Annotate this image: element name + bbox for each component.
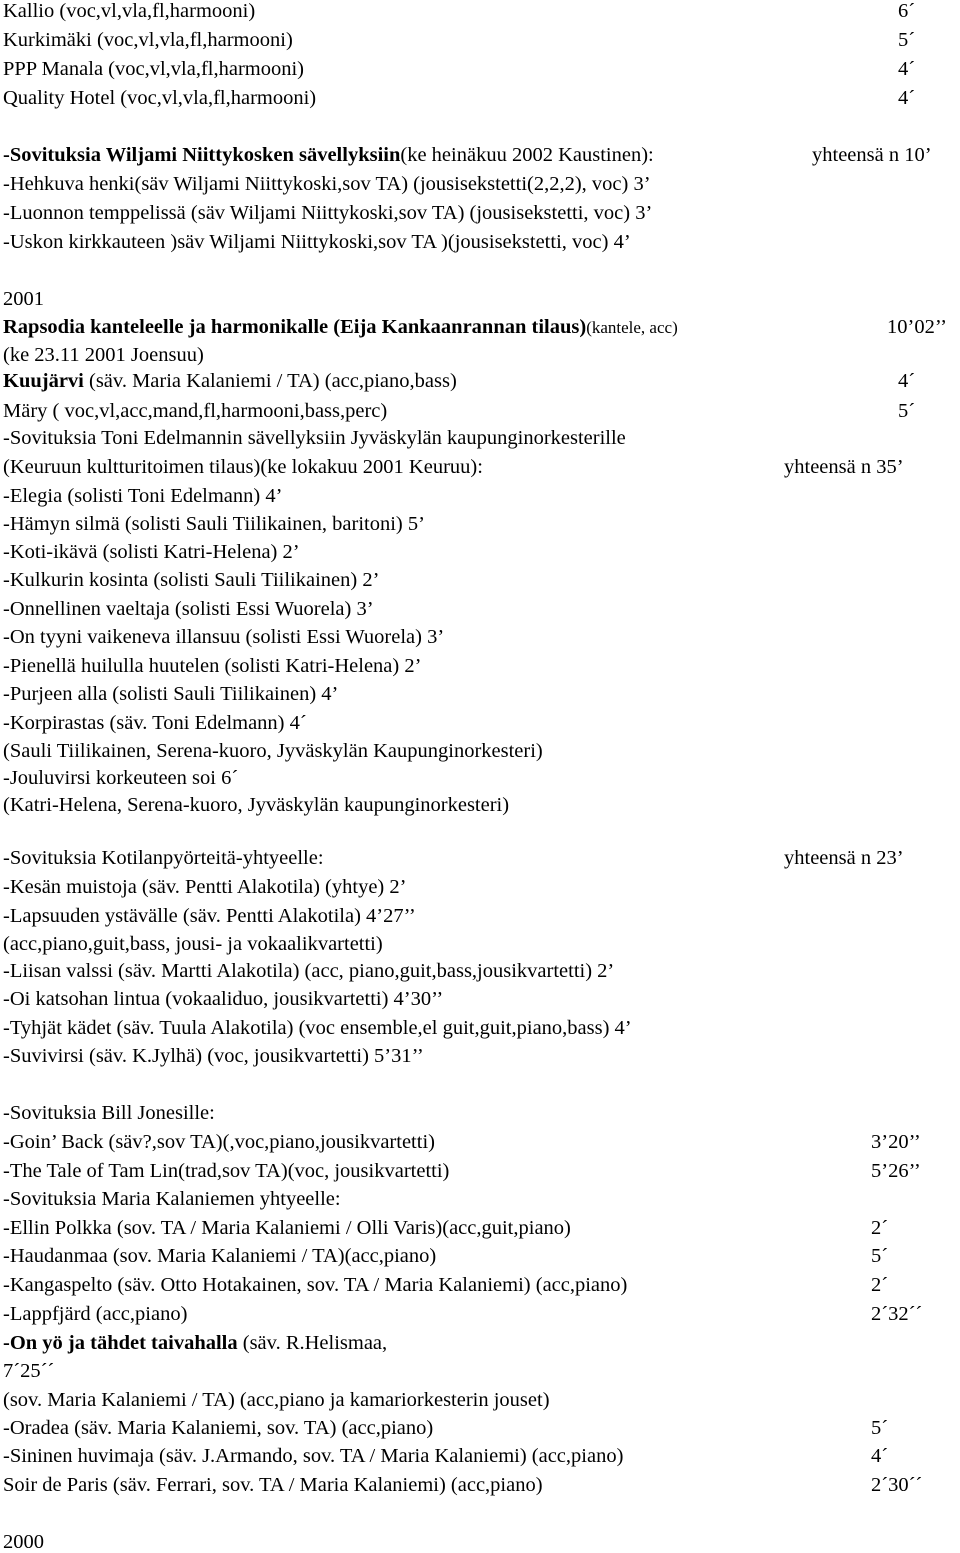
work-instruments: (kantele, acc): [586, 318, 678, 337]
work-line: Soir de Paris (säv. Ferrari, sov. TA / Maria Kalaniemi) (acc,piano): [3, 1474, 543, 1496]
work-duration: 4´: [898, 87, 916, 109]
work-title: Rapsodia kanteleelle ja harmonikalle (Eija Kankaanrannan tilaus): [3, 316, 587, 338]
work-line: -Lapsuuden ystävälle (säv. Pentti Alakotila) 4’27’’: [3, 905, 416, 927]
work-line: -Kesän muistoja (säv. Pentti Alakotila) (yhtye) 2’: [3, 876, 407, 898]
work-line: -Sininen huvimaja (säv. J.Armando, sov. TA / Maria Kalaniemi) (acc,piano): [3, 1445, 624, 1467]
work-duration: 7´25´´: [3, 1360, 55, 1382]
work-line: -Jouluvirsi korkeuteen soi 6´: [3, 767, 239, 789]
work-line: -Ellin Polkka (sov. TA / Maria Kalaniemi / Olli Varis)(acc,guit,piano): [3, 1217, 571, 1239]
section-heading-kotilan: -Sovituksia Kotilanpyörteitä-yhtyeelle:: [3, 847, 324, 869]
work-line: -Hämyn silmä (solisti Sauli Tiilikainen, baritoni) 5’: [3, 513, 425, 535]
work-line: Quality Hotel (voc,vl,vla,fl,harmooni): [3, 87, 317, 109]
performer-note: (acc,piano,guit,bass, jousi- ja vokaalikvartetti): [3, 933, 383, 955]
work-line: -Uskon kirkkauteen )säv Wiljami Niittykoski,sov TA )(jousisekstetti, voc) 4’: [3, 231, 631, 253]
work-duration: 2´32´´: [871, 1303, 923, 1325]
work-line: [3, 317, 678, 338]
work-duration: 5´: [898, 29, 916, 51]
heading-note: (ke heinäkuu 2002 Kaustinen):: [400, 144, 654, 166]
work-line: -Kangaspelto (säv. Otto Hotakainen, sov. TA / Maria Kalaniemi) (acc,piano): [3, 1274, 628, 1296]
heading-bold: -Sovituksia Wiljami Niittykosken sävellyksiin: [3, 144, 401, 166]
work-details: (säv. R.Helismaa,: [237, 1332, 388, 1354]
work-line: [3, 371, 457, 392]
section-heading-bill: -Sovituksia Bill Jonesille:: [3, 1102, 215, 1124]
work-line: Kurkimäki (voc,vl,vla,fl,harmooni): [3, 29, 293, 51]
work-line: -Koti-ikävä (solisti Katri-Helena) 2’: [3, 541, 300, 563]
work-details: (säv. Maria Kalaniemi / TA) (acc,piano,bass): [83, 370, 457, 392]
work-line: -Goin’ Back (säv?,sov TA)(,voc,piano,jousikvartetti): [3, 1131, 435, 1153]
work-duration: 5’26’’: [871, 1160, 921, 1182]
work-line: -Kulkurin kosinta (solisti Sauli Tiilikainen) 2’: [3, 569, 380, 591]
work-line: -Purjeen alla (solisti Sauli Tiilikainen) 4’: [3, 683, 339, 705]
work-duration: 4´: [871, 1445, 889, 1467]
performer-note: (Katri-Helena, Serena-kuoro, Jyväskylän kaupunginorkesteri): [3, 794, 510, 816]
section-subheading: (Keuruun kultturitoimen tilaus)(ke lokakuu 2001 Keuruu):: [3, 456, 483, 478]
work-line: -On tyyni vaikeneva illansuu (solisti Essi Wuorela) 3’: [3, 626, 445, 648]
work-duration: 6´: [898, 0, 916, 22]
section-heading-toni: -Sovituksia Toni Edelmannin sävellyksiin Jyväskylän kaupunginorkesterille: [3, 427, 626, 449]
work-line: -Tyhjät kädet (säv. Tuula Alakotila) (voc ensemble,el guit,guit,piano,bass) 4’: [3, 1017, 632, 1039]
work-line: Kallio (voc,vl,vla,fl,harmooni): [3, 0, 256, 22]
work-title: -On yö ja tähdet taivahalla: [3, 1332, 238, 1354]
work-duration: 5´: [898, 400, 916, 422]
premiere-note: (ke 23.11 2001 Joensuu): [3, 344, 204, 366]
work-line: -Hehkuva henki(säv Wiljami Niittykoski,sov TA) (jousisekstetti(2,2,2), voc) 3’: [3, 173, 651, 195]
work-duration: 5´: [871, 1417, 889, 1439]
year-heading: 2001: [3, 288, 44, 310]
work-line: -Lappfjärd (acc,piano): [3, 1303, 188, 1325]
work-line: -Liisan valssi (säv. Martti Alakotila) (acc, piano,guit,bass,jousikvartetti) 2’: [3, 960, 615, 982]
work-duration: 4´: [898, 370, 916, 392]
performer-note: (Sauli Tiilikainen, Serena-kuoro, Jyväskylän Kaupunginorkesteri): [3, 740, 543, 762]
work-line: -Haudanmaa (sov. Maria Kalaniemi / TA)(acc,piano): [3, 1245, 437, 1267]
work-line: -Suvivirsi (säv. K.Jylhä) (voc, jousikvartetti) 5’31’’: [3, 1045, 424, 1067]
work-duration: 10’02’’: [887, 316, 947, 338]
work-line: -The Tale of Tam Lin(trad,sov TA)(voc, jousikvartetti): [3, 1160, 450, 1182]
work-duration: 2´: [871, 1274, 889, 1296]
work-duration: 4´: [898, 58, 916, 80]
section-total: yhteensä n 23’: [784, 847, 904, 869]
section-total: yhteensä n 35’: [784, 456, 904, 478]
performer-note: (sov. Maria Kalaniemi / TA) (acc,piano ja kamariorkesterin jouset): [3, 1389, 550, 1411]
work-duration: 5´: [871, 1245, 889, 1267]
work-duration: 3’20’’: [871, 1131, 921, 1153]
year-heading: 2000: [3, 1531, 44, 1553]
work-duration: 2´30´´: [871, 1474, 923, 1496]
work-line: -Luonnon temppelissä (säv Wiljami Niittykoski,sov TA) (jousisekstetti, voc) 3’: [3, 202, 653, 224]
work-line: PPP Manala (voc,vl,vla,fl,harmooni): [3, 58, 304, 80]
work-line: -Korpirastas (säv. Toni Edelmann) 4´: [3, 712, 307, 734]
work-line: -Oi katsohan lintua (vokaaliduo, jousikvartetti) 4’30’’: [3, 988, 444, 1010]
work-line: -Oradea (säv. Maria Kalaniemi, sov. TA) (acc,piano): [3, 1417, 434, 1439]
work-title: Kuujärvi: [3, 370, 84, 392]
section-total: yhteensä n 10’: [812, 144, 932, 166]
section-heading-maria: -Sovituksia Maria Kalaniemen yhtyeelle:: [3, 1188, 341, 1210]
work-line: -Pienellä huilulla huutelen (solisti Katri-Helena) 2’: [3, 655, 422, 677]
work-duration: 2´: [871, 1217, 889, 1239]
work-line: Märy ( voc,vl,acc,mand,fl,harmooni,bass,perc): [3, 400, 388, 422]
work-line: -Elegia (solisti Toni Edelmann) 4’: [3, 485, 283, 507]
work-line: -Onnellinen vaeltaja (solisti Essi Wuorela) 3’: [3, 598, 374, 620]
work-line: [3, 1333, 387, 1354]
section-heading-wiljami: [3, 145, 654, 166]
